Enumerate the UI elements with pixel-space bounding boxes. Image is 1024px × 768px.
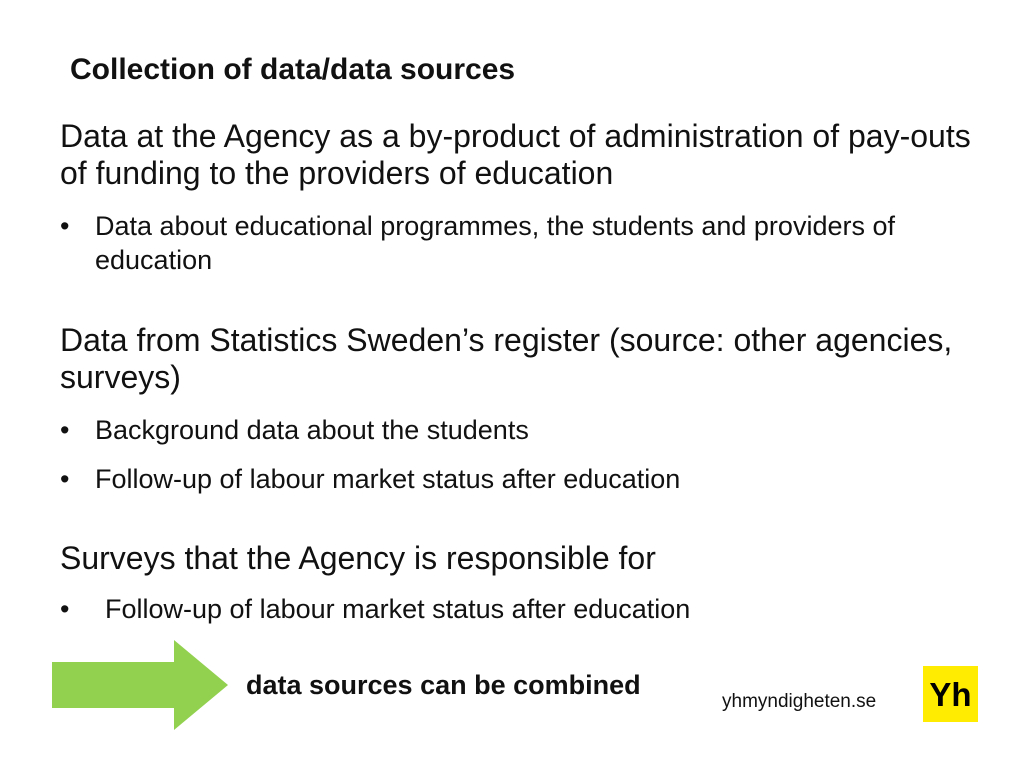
section-heading-agency-surveys: Surveys that the Agency is responsible for	[60, 540, 656, 576]
bullet-icon: •	[60, 464, 70, 494]
bullet-icon: •	[60, 211, 70, 241]
yh-logo	[923, 666, 978, 722]
list-item-text: Background data about the students	[95, 415, 529, 445]
website-label: yhmyndigheten.se	[722, 691, 877, 712]
section-heading-statistics-sweden: Data from Statistics Sweden’s register (source: other agencies, surveys)	[60, 322, 953, 395]
list-item-text: Data about educational programmes, the students and providers of education	[95, 211, 895, 275]
right-arrow-icon	[52, 640, 228, 730]
list-item-labour-follow-up	[60, 462, 960, 496]
list-item-educational-data	[60, 209, 960, 277]
bullet-icon: •	[60, 415, 70, 445]
section-heading-administration-data: Data at the Agency as a by-product of administration of pay-outs of funding to the providers of education	[60, 118, 971, 191]
list-item-text: Follow-up of labour market status after education	[105, 594, 691, 624]
list-item-background-data	[60, 413, 960, 447]
bullet-icon: •	[60, 594, 70, 624]
conclusion-text: data sources can be combined	[246, 670, 641, 700]
slide-title: Collection of data/data sources	[70, 53, 516, 86]
list-item-text: Follow-up of labour market status after education	[95, 464, 681, 494]
list-item-survey-follow-up	[60, 592, 960, 626]
logo-text: Yh	[929, 675, 972, 713]
